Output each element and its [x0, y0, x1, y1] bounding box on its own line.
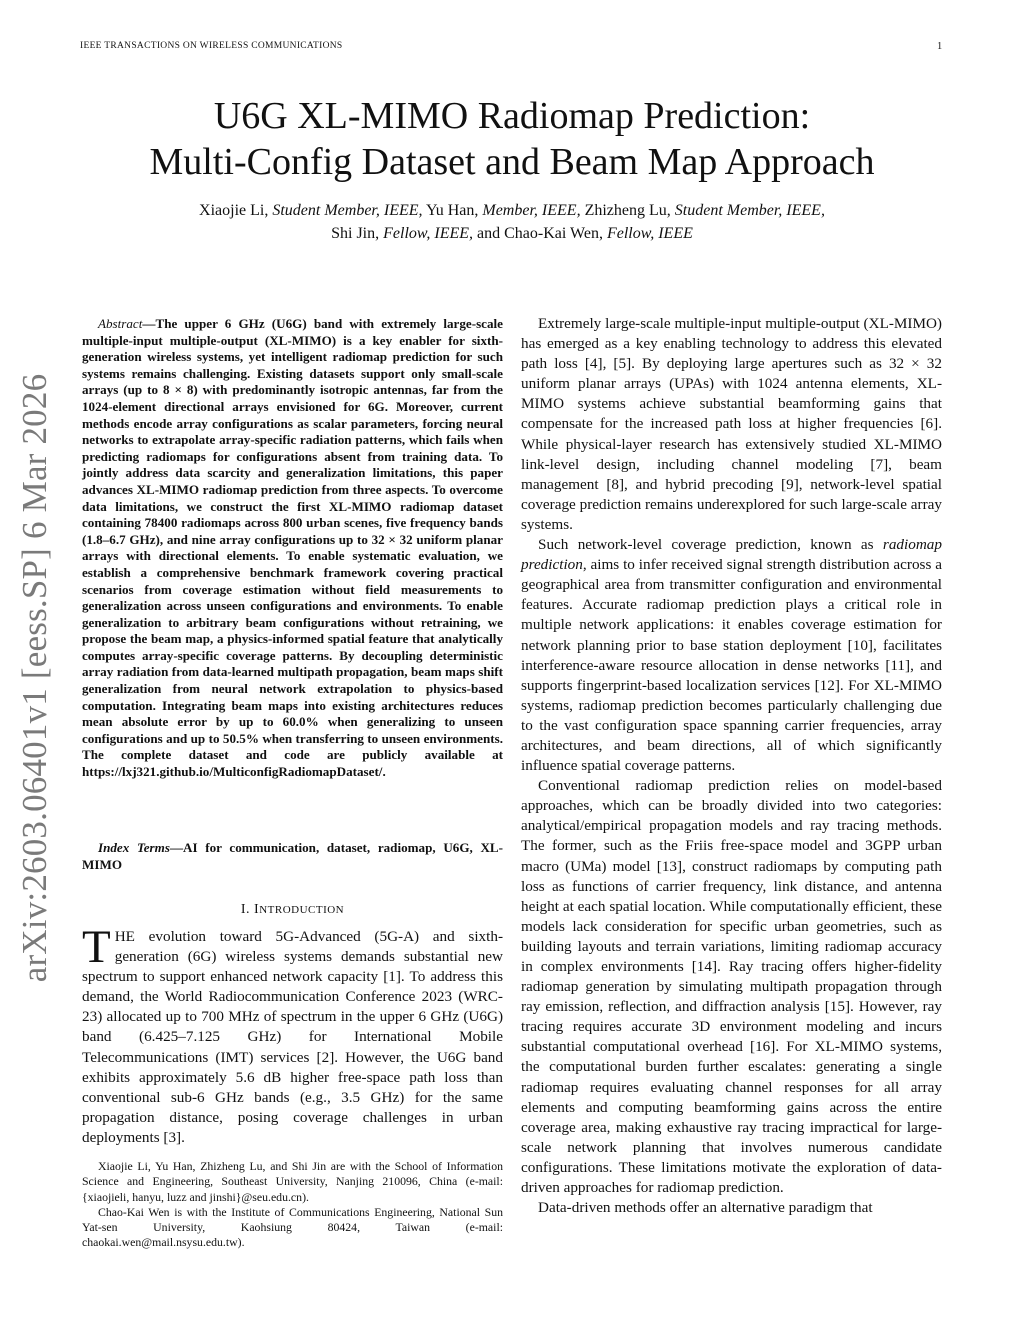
running-header: IEEE TRANSACTIONS ON WIRELESS COMMUNICATIONS [80, 41, 343, 51]
abstract-paragraph [82, 316, 503, 781]
author-role: Fellow, IEEE [606, 225, 693, 242]
author-name: Yu Han, [422, 202, 483, 219]
section-title-rest: NTRODUCTION [259, 904, 345, 916]
title-line-2: Multi-Config Dataset and Beam Map Approach [149, 141, 875, 183]
p2-rest: , aims to infer received signal strength distribution across a geographical area from transmitter configuration and environmental features. Accurate radiomap prediction plays a critical role in multiple network applications: it enables coverage estimation for network planning prior to base station deployment [10], facilitates interference-aware resource allocation in dense networks [11], and supports fingerprint-based localization services [12]. For XL-MIMO systems, radiomap prediction becomes particularly challenging due to the vast configuration space spanning carrier frequencies, array architectures, and beam directions, all of which significantly influence spatial coverage patterns. [521, 556, 942, 775]
intro-smallcaps: HE [114, 928, 135, 945]
author-line-2 [0, 222, 1024, 245]
author-role: Member, IEEE, [482, 202, 581, 219]
right-column-body [521, 314, 942, 1218]
body-paragraph-3: Conventional radiomap prediction relies on model-based approaches, which can be broadly divided into two categories: analytical/empirical propagation models and ray tracing methods. The former, such as the Friis free-space model and 3GPP urban macro (UMa) model [13], construct radiomaps by computing path loss as functions of carrier frequency, link distance, and antenna height at each spatial location. While computationally efficient, these models lack consideration for specific urban geometries, such as building layouts and terrain variations, limiting radiomap accuracy in complex environments [14]. Ray tracing offers higher-fidelity radiomap generation by simulating multipath propagation through ray emission, reflection, and diffraction analysis [15]. However, ray tracing requires accurate 3D environment modeling and incurs substantial computational overhead [16]. For XL-MIMO systems, the computational burden further escalates: generating a single radiomap requires evaluating channel responses for all array elements and computing beamforming gains across the entire coverage area, making exhaustive ray tracing impractical for large-scale network planning that involves numerous candidate configurations. These limitations motivate the exploration of data-driven approaches for radiomap prediction. [521, 777, 942, 1197]
author-role: Student Member, IEEE, [674, 202, 825, 219]
index-terms-paragraph [82, 840, 503, 873]
index-terms-label: Index Terms [98, 840, 170, 855]
drop-cap: T [82, 921, 111, 973]
body-paragraph-4: Data-driven methods offer an alternative paradigm that [538, 1199, 873, 1217]
author-name: Shi Jin, [331, 225, 384, 242]
page-number: 1 [937, 41, 943, 52]
section-initial: I [254, 902, 260, 917]
author-name: Xiaojie Li, [199, 202, 273, 219]
author-list [0, 199, 1024, 245]
index-terms [82, 840, 503, 873]
footnote-affiliation-2: Chao-Kai Wen is with the Institute of Communications Engineering, National Sun Yat-sen University, Kaohsiung 80424, Taiwan (e-mail: chaokai.wen@mail.nsysu.edu.tw). [82, 1204, 503, 1250]
footnotes [82, 1159, 503, 1251]
author-line-1 [0, 199, 1024, 222]
author-role: Fellow, IEEE, [383, 225, 474, 242]
introduction-paragraph [82, 921, 503, 1148]
author-name: Zhizheng Lu, [580, 202, 675, 219]
p2-lead: Such network-level coverage prediction, known as [538, 536, 883, 554]
body-paragraph-2 [521, 535, 942, 776]
abstract-label: Abstract [98, 316, 143, 331]
section-numeral: I. [240, 902, 255, 917]
abstract-text: —The upper 6 GHz (U6G) band with extremely large-scale multiple-input multiple-output (XL-MIMO) is a key enabler for sixth-generation wireless systems, yet intelligent radiomap prediction for such systems remains challenging. Existing datasets support only small-scale arrays (up to 8 × 8) with predominantly isotropic antennas, far from the 1024-element directional arrays envisioned for 6G. Moreover, current methods encode array configurations as scalar parameters, forcing neural networks to extrapolate array-specific radiation patterns, which fails when predicting radiomaps for configurations absent from training data. To jointly address data scarcity and generalization limitations, this paper advances XL-MIMO radiomap prediction from three aspects. To overcome data limitations, we construct the first XL-MIMO radiomap dataset containing 78400 radiomaps across 800 urban scenes, five frequency bands (1.8–6.7 GHz), and nine array configurations up to 32 × 32 uniform planar arrays with directional elements. To enable systematic evaluation, we establish a comprehensive benchmark framework covering practical scenarios from coverage estimation without field measurements to generalization across unseen configurations and environments. To enable generalization to arbitrary beam configurations without retraining, we propose the beam map, a physics-informed spatial feature that analytically computes array-specific coverage patterns. By decoupling deterministic array radiation from data-learned multipath propagation, beam maps shift generalization from neural network extrapolation to physics-based computation. Integrating beam maps into existing architectures reduces mean absolute error by up to 60.0% when generalizing to unseen configurations and up to 50.5% when transferring to unseen environments. The complete dataset and code are publicly available at https://lxj321.github.io/MulticonfigRadiomapDataset/. [82, 316, 503, 780]
p2-emphasis: radiomap prediction [521, 536, 942, 574]
abstract [82, 316, 503, 781]
index-terms-text: —AI for communication, dataset, radiomap, U6G, XL-MIMO [82, 840, 503, 872]
arxiv-identifier: arXiv:2603.06401v1 [eess.SP] 6 Mar 2026 [15, 373, 54, 983]
arxiv-stamp [10, 368, 60, 988]
author-role: Student Member, IEEE, [272, 202, 423, 219]
paper-title [0, 93, 1024, 185]
author-name: and Chao-Kai Wen, [473, 225, 607, 242]
footnote-affiliation-1: Xiaojie Li, Yu Han, Zhizheng Lu, and Shi Jin are with the School of Information Science and Engineering, Southeast University, Nanjing 210096, China (e-mail: {xiaojieli, hanyu, luzz and jinshi}@seu.edu.cn). [82, 1159, 503, 1204]
section-heading-introduction [82, 902, 503, 918]
title-line-1: U6G XL-MIMO Radiomap Prediction: [213, 95, 811, 137]
body-paragraph-1: Extremely large-scale multiple-input multiple-output (XL-MIMO) has emerged as a key enabling technology to address this elevated path loss [4], [5]. By deploying large apertures such as 32 × 32 uniform planar arrays (UPAs) with 1024 antenna elements, XL-MIMO systems achieve substantial beamforming gains that compensate for the increased path loss at higher frequencies [6]. While physical-layer research has extensively studied XL-MIMO link-level design, including channel modeling [7], beam management [8], and hybrid precoding [9], network-level spatial coverage prediction remains underexplored for such large-scale array systems. [521, 315, 942, 533]
intro-text: evolution toward 5G-Advanced (5G-A) and sixth-generation (6G) wireless systems demands substantial new spectrum to support enhanced network capacity [1]. To address this demand, the World Radiocommunication Conference 2023 (WRC-23) allocated up to 700 MHz of spectrum in the upper 6 GHz (U6G) band (6.425–7.125 GHz) for International Mobile Telecommunications (IMT) services [2]. However, the U6G band exhibits approximately 5.6 dB higher free-space path loss than conventional sub-6 GHz bands (e.g., 3.5 GHz) for the same propagation distance, posing coverage challenges in urban deployments [3]. [82, 928, 503, 1146]
